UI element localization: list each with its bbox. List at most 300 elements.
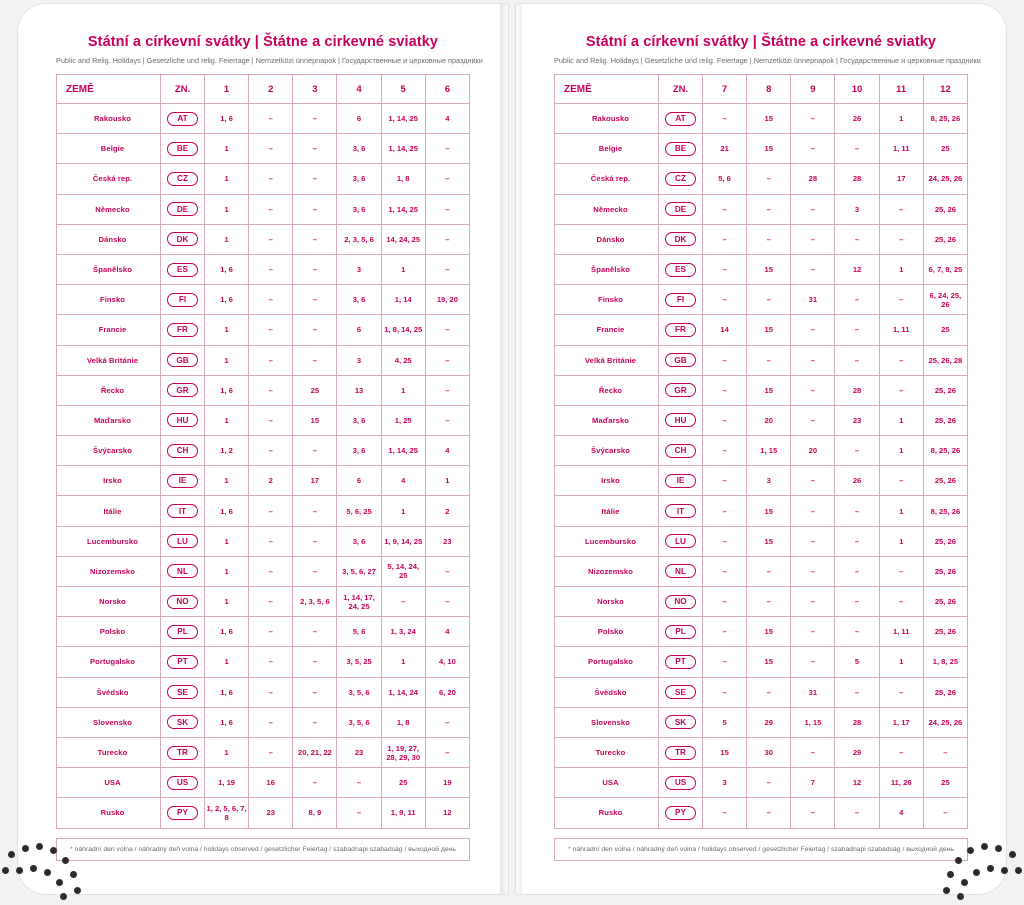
table-row: [57, 194, 470, 224]
country-name: Nizozemsko: [555, 556, 659, 586]
country-code-cell: [161, 375, 205, 405]
holiday-dates-cell: –: [425, 707, 469, 737]
country-code-badge: PY: [167, 806, 198, 820]
country-code-badge: DK: [665, 232, 696, 246]
holiday-dates-cell: –: [879, 556, 923, 586]
holiday-dates-cell: 6, 7, 8, 25: [923, 254, 967, 284]
holiday-dates-cell: 25: [923, 315, 967, 345]
holiday-dates-cell: –: [791, 466, 835, 496]
country-code-badge: BE: [665, 142, 696, 156]
holiday-dates-cell: 14: [703, 315, 747, 345]
holiday-dates-cell: 25, 26: [923, 466, 967, 496]
holiday-dates-cell: –: [249, 526, 293, 556]
holiday-dates-cell: 8, 9: [293, 798, 337, 828]
holiday-dates-cell: –: [249, 677, 293, 707]
holiday-dates-cell: 5, 6: [703, 164, 747, 194]
country-code-cell: [659, 375, 703, 405]
holiday-dates-cell: –: [879, 737, 923, 767]
country-name: Itálie: [57, 496, 161, 526]
holiday-dates-cell: –: [293, 677, 337, 707]
holiday-dates-cell: 15: [747, 647, 791, 677]
table-row: [555, 164, 968, 194]
country-code-cell: [161, 707, 205, 737]
country-name: Švýcarsko: [555, 436, 659, 466]
country-code-cell: [161, 405, 205, 435]
holiday-dates-cell: 15: [747, 134, 791, 164]
holiday-dates-cell: 3, 5, 25: [337, 647, 381, 677]
holiday-dates-cell: 1, 14, 25: [381, 436, 425, 466]
country-code-cell: [161, 768, 205, 798]
table-row: [57, 375, 470, 405]
country-name: Rusko: [555, 798, 659, 828]
holiday-dates-cell: 1, 14, 24: [381, 677, 425, 707]
holiday-dates-cell: –: [791, 254, 835, 284]
holiday-dates-cell: 15: [747, 496, 791, 526]
table-row: [57, 556, 470, 586]
holiday-dates-cell: 15: [747, 617, 791, 647]
country-name: Dánsko: [555, 224, 659, 254]
country-code-cell: [659, 405, 703, 435]
holiday-dates-cell: –: [879, 375, 923, 405]
holiday-dates-cell: –: [791, 587, 835, 617]
table-row: [555, 285, 968, 315]
country-code-cell: [659, 194, 703, 224]
country-code-cell: [161, 164, 205, 194]
country-code-badge: LU: [167, 534, 198, 548]
country-name: Švédsko: [57, 677, 161, 707]
column-header-month-5: 5: [381, 75, 425, 104]
holiday-dates-cell: 26: [835, 466, 879, 496]
holiday-dates-cell: 3, 6: [337, 436, 381, 466]
holiday-dates-cell: 1: [205, 194, 249, 224]
country-code-badge: DE: [665, 202, 696, 216]
table-row: [555, 405, 968, 435]
holiday-dates-cell: 1, 19, 27, 28, 29, 30: [381, 737, 425, 767]
table-row: [57, 737, 470, 767]
holiday-dates-cell: –: [791, 737, 835, 767]
country-name: Itálie: [555, 496, 659, 526]
country-name: Španělsko: [57, 254, 161, 284]
page-title: Státní a církevní svátky | Štátne a cirkevné sviatky: [585, 34, 937, 50]
holiday-dates-cell: 29: [835, 737, 879, 767]
holiday-dates-cell: 31: [791, 285, 835, 315]
left-page: [18, 4, 508, 894]
holiday-dates-cell: 2, 3, 5, 6: [293, 587, 337, 617]
country-name: Irsko: [57, 466, 161, 496]
country-code-cell: [659, 134, 703, 164]
holiday-dates-cell: 20: [747, 405, 791, 435]
country-code-badge: US: [167, 776, 198, 790]
holiday-dates-cell: –: [293, 194, 337, 224]
holiday-dates-cell: –: [879, 345, 923, 375]
holiday-dates-cell: –: [703, 466, 747, 496]
holiday-dates-cell: –: [791, 375, 835, 405]
country-code-badge: LU: [665, 534, 696, 548]
table-row: [57, 677, 470, 707]
holiday-dates-cell: 17: [293, 466, 337, 496]
holiday-dates-cell: 2: [249, 466, 293, 496]
holiday-dates-cell: 1: [381, 647, 425, 677]
holiday-dates-cell: 1, 6: [205, 496, 249, 526]
holiday-dates-cell: –: [791, 617, 835, 647]
holiday-dates-cell: 17: [879, 164, 923, 194]
holiday-dates-cell: –: [835, 496, 879, 526]
country-code-badge: GR: [167, 383, 198, 397]
holiday-dates-cell: 2, 3, 5, 6: [337, 224, 381, 254]
holiday-dates-cell: 8, 25, 26: [923, 496, 967, 526]
holiday-dates-cell: 1, 6: [205, 104, 249, 134]
holiday-dates-cell: –: [835, 436, 879, 466]
holiday-dates-cell: 11, 26: [879, 768, 923, 798]
country-name: Irsko: [555, 466, 659, 496]
holiday-dates-cell: 1: [879, 104, 923, 134]
holiday-dates-cell: 3, 5, 6, 27: [337, 556, 381, 586]
holiday-dates-cell: –: [835, 285, 879, 315]
column-header-month-2: 2: [249, 75, 293, 104]
holiday-dates-cell: 3, 6: [337, 285, 381, 315]
holiday-dates-cell: –: [425, 315, 469, 345]
holiday-dates-cell: 1, 6: [205, 375, 249, 405]
country-name: Německo: [57, 194, 161, 224]
country-code-badge: IE: [665, 474, 696, 488]
country-code-badge: PY: [665, 806, 696, 820]
holiday-dates-cell: –: [703, 436, 747, 466]
country-code-cell: [659, 556, 703, 586]
country-name: Belgie: [555, 134, 659, 164]
holiday-dates-cell: 16: [249, 768, 293, 798]
holiday-dates-cell: 3, 6: [337, 164, 381, 194]
holiday-dates-cell: 15: [703, 737, 747, 767]
country-code-badge: TR: [167, 746, 198, 760]
holiday-dates-cell: –: [293, 556, 337, 586]
table-row: [555, 134, 968, 164]
country-code-cell: [659, 345, 703, 375]
country-code-cell: [659, 587, 703, 617]
country-code-cell: [161, 466, 205, 496]
holiday-dates-cell: 1, 15: [747, 436, 791, 466]
holiday-dates-cell: –: [835, 345, 879, 375]
holiday-dates-cell: 3, 6: [337, 405, 381, 435]
holiday-dates-cell: 15: [747, 526, 791, 556]
holiday-dates-cell: –: [879, 194, 923, 224]
holiday-dates-cell: 1, 14, 25: [381, 194, 425, 224]
holiday-dates-cell: 23: [337, 737, 381, 767]
country-code-badge: AT: [167, 112, 198, 126]
country-code-badge: BE: [167, 142, 198, 156]
holiday-dates-cell: –: [381, 587, 425, 617]
holiday-dates-cell: –: [249, 707, 293, 737]
holiday-dates-cell: 1, 3, 24: [381, 617, 425, 647]
holiday-dates-cell: 25, 26: [923, 617, 967, 647]
holiday-dates-cell: 1: [205, 466, 249, 496]
holiday-dates-cell: 3, 6: [337, 134, 381, 164]
holiday-dates-cell: 12: [835, 254, 879, 284]
holiday-dates-cell: –: [791, 315, 835, 345]
country-code-badge: GB: [167, 353, 198, 367]
holiday-dates-cell: 1, 6: [205, 254, 249, 284]
holiday-dates-cell: 5: [835, 647, 879, 677]
holiday-dates-cell: 1, 8: [381, 164, 425, 194]
table-row: [555, 194, 968, 224]
holiday-dates-cell: –: [249, 285, 293, 315]
holiday-dates-cell: 15: [293, 405, 337, 435]
holiday-dates-cell: 5: [703, 707, 747, 737]
country-code-cell: [659, 436, 703, 466]
holiday-dates-cell: 6: [337, 315, 381, 345]
holiday-dates-cell: –: [835, 677, 879, 707]
holiday-dates-cell: 1, 8: [381, 707, 425, 737]
holiday-dates-cell: 25: [923, 768, 967, 798]
country-code-cell: [161, 224, 205, 254]
country-code-badge: CZ: [665, 172, 696, 186]
country-name: Norsko: [555, 587, 659, 617]
table-row: [555, 526, 968, 556]
table-row: [57, 798, 470, 828]
country-name: Německo: [555, 194, 659, 224]
holiday-dates-cell: –: [249, 345, 293, 375]
holiday-dates-cell: 6, 20: [425, 677, 469, 707]
holiday-dates-cell: –: [835, 224, 879, 254]
holiday-dates-cell: –: [293, 224, 337, 254]
holiday-dates-cell: –: [791, 556, 835, 586]
holiday-dates-cell: 1: [879, 647, 923, 677]
country-code-cell: [659, 798, 703, 828]
book-spine: [500, 4, 522, 894]
holiday-dates-cell: 23: [835, 405, 879, 435]
country-code-cell: [659, 164, 703, 194]
holiday-dates-cell: 3: [835, 194, 879, 224]
country-code-badge: SK: [167, 715, 198, 729]
country-code-cell: [161, 526, 205, 556]
country-name: Slovensko: [57, 707, 161, 737]
country-code-badge: FR: [167, 323, 198, 337]
holiday-dates-cell: –: [835, 798, 879, 828]
table-header-row: [555, 75, 968, 104]
country-code-badge: CH: [665, 444, 696, 458]
country-name: Švédsko: [555, 677, 659, 707]
holidays-table-left: [56, 74, 470, 829]
holiday-dates-cell: 4: [425, 436, 469, 466]
holiday-dates-cell: 2: [425, 496, 469, 526]
country-code-badge: IE: [167, 474, 198, 488]
table-row: [57, 496, 470, 526]
country-code-badge: PL: [665, 625, 696, 639]
country-name: Velká Británie: [555, 345, 659, 375]
holiday-dates-cell: 1, 6: [205, 707, 249, 737]
country-code-badge: ES: [167, 263, 198, 277]
table-row: [57, 104, 470, 134]
country-code-cell: [161, 617, 205, 647]
holiday-dates-cell: 3, 5, 6: [337, 707, 381, 737]
holiday-dates-cell: 1, 19: [205, 768, 249, 798]
holiday-dates-cell: –: [791, 345, 835, 375]
country-name: USA: [57, 768, 161, 798]
holiday-dates-cell: 1: [381, 496, 425, 526]
holiday-dates-cell: 1, 14, 17, 24, 25: [337, 587, 381, 617]
country-code-cell: [161, 677, 205, 707]
country-name: Rakousko: [555, 104, 659, 134]
holiday-dates-cell: –: [835, 134, 879, 164]
holiday-dates-cell: –: [879, 285, 923, 315]
holiday-dates-cell: –: [747, 798, 791, 828]
table-row: [555, 798, 968, 828]
column-header-zn: ZN.: [161, 75, 205, 104]
holiday-dates-cell: –: [249, 647, 293, 677]
holiday-dates-cell: –: [249, 315, 293, 345]
holiday-dates-cell: –: [879, 587, 923, 617]
country-code-badge: NO: [167, 595, 198, 609]
holiday-dates-cell: 1: [381, 254, 425, 284]
holiday-dates-cell: –: [425, 224, 469, 254]
holiday-dates-cell: 1, 8, 25: [923, 647, 967, 677]
country-code-cell: [659, 677, 703, 707]
holiday-dates-cell: –: [293, 768, 337, 798]
holiday-dates-cell: –: [791, 104, 835, 134]
country-name: Portugalsko: [57, 647, 161, 677]
table-row: [57, 768, 470, 798]
holiday-dates-cell: –: [747, 556, 791, 586]
country-name: Česká rep.: [57, 164, 161, 194]
country-name: Norsko: [57, 587, 161, 617]
holiday-dates-cell: 3: [337, 254, 381, 284]
country-code-cell: [161, 587, 205, 617]
table-row: [57, 466, 470, 496]
column-header-zn: ZN.: [659, 75, 703, 104]
page-subtitle: Public and Relig. Holidays | Gesetzliche und relig. Feiertage | Nemzetközi ünnepnapok | Государственные и церковные праздники: [56, 56, 483, 65]
country-code-badge: HU: [665, 413, 696, 427]
table-row: [57, 345, 470, 375]
holiday-dates-cell: –: [835, 587, 879, 617]
holiday-dates-cell: 28: [791, 164, 835, 194]
holiday-dates-cell: 28: [835, 375, 879, 405]
holiday-dates-cell: 24, 25, 26: [923, 707, 967, 737]
holiday-dates-cell: 29: [747, 707, 791, 737]
country-name: Španělsko: [555, 254, 659, 284]
country-code-cell: [161, 798, 205, 828]
holiday-dates-cell: 1: [205, 647, 249, 677]
country-code-badge: DE: [167, 202, 198, 216]
holiday-dates-cell: –: [293, 647, 337, 677]
country-name: Rusko: [57, 798, 161, 828]
country-code-cell: [161, 556, 205, 586]
holiday-dates-cell: –: [425, 556, 469, 586]
holiday-dates-cell: 3, 6: [337, 526, 381, 556]
holiday-dates-cell: –: [703, 104, 747, 134]
holiday-dates-cell: –: [425, 164, 469, 194]
column-header-month-1: 1: [205, 75, 249, 104]
holiday-dates-cell: 1: [205, 224, 249, 254]
holiday-dates-cell: 31: [791, 677, 835, 707]
holiday-dates-cell: –: [703, 526, 747, 556]
table-row: [555, 375, 968, 405]
holiday-dates-cell: –: [293, 104, 337, 134]
holiday-dates-cell: 1, 25: [381, 405, 425, 435]
holiday-dates-cell: 15: [747, 254, 791, 284]
holiday-dates-cell: –: [425, 345, 469, 375]
country-code-cell: [659, 285, 703, 315]
holiday-dates-cell: 1: [879, 254, 923, 284]
holiday-dates-cell: –: [249, 556, 293, 586]
left-page-content: [18, 34, 508, 861]
holiday-dates-cell: 1, 2: [205, 436, 249, 466]
holiday-dates-cell: 1: [879, 436, 923, 466]
holiday-dates-cell: 25, 26: [923, 677, 967, 707]
holiday-dates-cell: 3, 5, 6: [337, 677, 381, 707]
country-name: Česká rep.: [555, 164, 659, 194]
holiday-dates-cell: 23: [425, 526, 469, 556]
country-code-badge: PT: [167, 655, 198, 669]
holiday-dates-cell: 1, 8, 14, 25: [381, 315, 425, 345]
holiday-dates-cell: –: [923, 798, 967, 828]
page-title: Státní a církevní svátky | Štátne a cirkevné sviatky: [87, 34, 439, 50]
holiday-dates-cell: 5, 6: [337, 617, 381, 647]
holiday-dates-cell: –: [249, 496, 293, 526]
holiday-dates-cell: 4, 25: [381, 345, 425, 375]
holiday-dates-cell: –: [249, 405, 293, 435]
table-row: [555, 737, 968, 767]
holiday-dates-cell: 1: [205, 315, 249, 345]
country-code-cell: [659, 315, 703, 345]
holiday-dates-cell: 6, 24, 25, 26: [923, 285, 967, 315]
holiday-dates-cell: –: [703, 405, 747, 435]
holiday-dates-cell: –: [791, 224, 835, 254]
country-name: Finsko: [555, 285, 659, 315]
table-row: [555, 104, 968, 134]
holiday-dates-cell: 25: [381, 768, 425, 798]
country-code-badge: NL: [167, 564, 198, 578]
holiday-dates-cell: –: [293, 436, 337, 466]
table-row: [57, 315, 470, 345]
table-row: [57, 587, 470, 617]
holiday-dates-cell: 1, 14, 25: [381, 104, 425, 134]
holiday-dates-cell: 4: [425, 104, 469, 134]
holiday-dates-cell: 20: [791, 436, 835, 466]
holiday-dates-cell: 3, 6: [337, 194, 381, 224]
holiday-dates-cell: 1: [205, 345, 249, 375]
table-row: [57, 405, 470, 435]
country-name: Nizozemsko: [57, 556, 161, 586]
holiday-dates-cell: –: [293, 315, 337, 345]
holiday-dates-cell: 1, 11: [879, 134, 923, 164]
holiday-dates-cell: 1, 6: [205, 677, 249, 707]
country-code-cell: [659, 768, 703, 798]
country-code-cell: [659, 526, 703, 556]
holiday-dates-cell: 25, 26: [923, 587, 967, 617]
holiday-dates-cell: 20, 21, 22: [293, 737, 337, 767]
holiday-dates-cell: –: [293, 526, 337, 556]
holiday-dates-cell: –: [337, 798, 381, 828]
holiday-dates-cell: 25, 26: [923, 375, 967, 405]
country-name: Řecko: [57, 375, 161, 405]
country-code-cell: [161, 345, 205, 375]
holiday-dates-cell: 5, 14, 24, 25: [381, 556, 425, 586]
holiday-dates-cell: –: [703, 194, 747, 224]
holiday-dates-cell: –: [747, 345, 791, 375]
holiday-dates-cell: –: [703, 224, 747, 254]
holiday-dates-cell: 1, 14, 25: [381, 134, 425, 164]
table-row: [555, 224, 968, 254]
holiday-dates-cell: 3: [703, 768, 747, 798]
country-name: Francie: [555, 315, 659, 345]
holiday-dates-cell: 1, 11: [879, 617, 923, 647]
holiday-dates-cell: –: [249, 375, 293, 405]
holiday-dates-cell: 25: [293, 375, 337, 405]
holiday-dates-cell: 1: [425, 466, 469, 496]
holiday-dates-cell: –: [791, 405, 835, 435]
table-row: [57, 436, 470, 466]
country-code-badge: PT: [665, 655, 696, 669]
table-row: [57, 526, 470, 556]
